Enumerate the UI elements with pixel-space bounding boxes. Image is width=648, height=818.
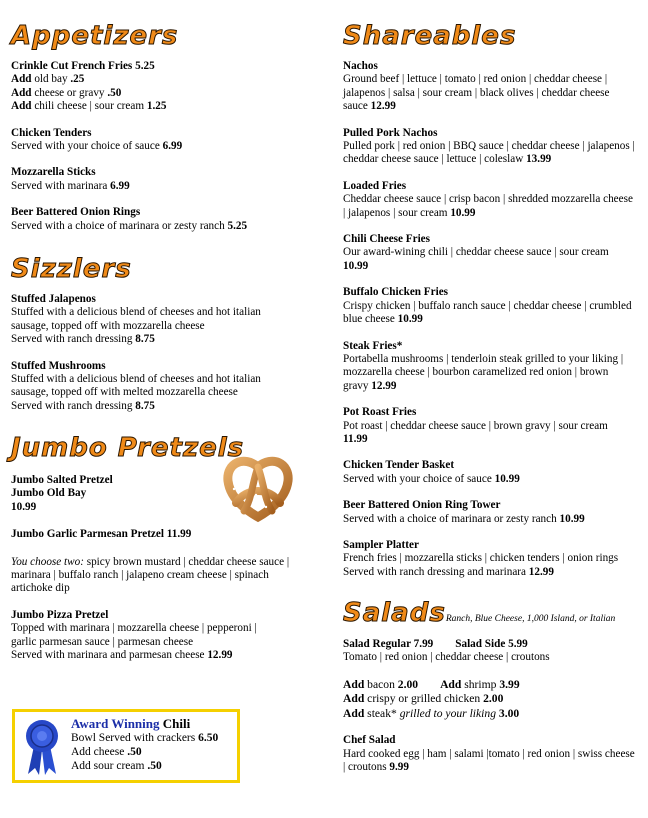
- item-desc-text: Served with your choice of sauce: [343, 472, 495, 485]
- item-desc: [343, 353, 635, 393]
- award-line: [71, 759, 218, 773]
- addon-text: cheese or gravy: [31, 86, 108, 99]
- menu-item-salad: [343, 638, 635, 665]
- salad-addons: [343, 678, 635, 722]
- menu-item-chicken-tenders: [11, 127, 321, 154]
- item-price: 5.25: [227, 219, 248, 232]
- item-name: Chili Cheese Fries: [343, 233, 430, 246]
- addon-text: steak*: [364, 706, 400, 720]
- item-price: 12.99: [528, 565, 554, 578]
- item-name: Stuffed Mushrooms: [11, 359, 106, 372]
- pretzel-icon: [222, 453, 294, 525]
- item-name: Loaded Fries: [343, 179, 407, 192]
- item-desc: [343, 420, 635, 447]
- salad-side-price: 5.99: [508, 638, 528, 650]
- item-desc: [343, 300, 635, 327]
- item-desc: [343, 193, 635, 220]
- addon-text: bacon: [364, 677, 398, 691]
- item-name: Chicken Tenders: [11, 126, 92, 139]
- addon-line: [11, 87, 321, 100]
- menu-item-sampler-platter: [343, 539, 635, 579]
- item-desc-text: Cheddar cheese sauce | crisp bacon | shredded mozzarella cheese | jalapenos | sour cream: [343, 193, 633, 219]
- item-desc: [343, 246, 635, 273]
- addon-line: [343, 678, 635, 693]
- addon-price: 3.99: [499, 677, 520, 691]
- salad-size-row: [343, 638, 635, 651]
- add-word: Add: [343, 706, 365, 720]
- item-price: 11.99: [166, 528, 192, 541]
- item-desc-text: Ground beef | lettuce | tomato | red onion | cheddar cheese | jalapenos | salsa | sour cream | black olives | cheddar cheese sauce: [343, 73, 610, 113]
- item-desc-text: Portabella mushrooms | tenderloin steak grilled to your liking | mozzarella cheese | bourbon caramelized red onion | brown gravy: [343, 352, 624, 392]
- item-desc-text: Served with a choice of marinara or zesty ranch: [343, 512, 560, 525]
- menu-item-onion-ring-tower: [343, 499, 635, 526]
- item-served-text: Served with ranch dressing: [11, 333, 136, 346]
- item-desc-text: Served with a choice of marinara or zesty ranch: [11, 219, 228, 232]
- item-price: 8.75: [135, 333, 155, 346]
- addon-text: crispy or grilled chicken: [364, 692, 484, 706]
- menu-item-stuffed-mushrooms: [11, 360, 279, 414]
- item-name: Buffalo Chicken Fries: [343, 286, 449, 299]
- award-line-text: Bowl Served with crackers: [71, 732, 199, 744]
- addon-price: 2.00: [483, 692, 504, 706]
- addon-text: old bay: [31, 73, 71, 86]
- item-price: 11.99: [343, 432, 368, 445]
- item-served: [11, 333, 279, 346]
- item-served: [11, 400, 279, 413]
- add-word: Add: [11, 86, 32, 99]
- item-name: Nachos: [343, 60, 378, 72]
- item-name: Chef Salad: [343, 734, 396, 747]
- menu-item-chef-salad: [343, 734, 635, 774]
- item-desc: [343, 748, 635, 775]
- add-word: Add: [11, 73, 32, 86]
- award-line: [71, 745, 218, 759]
- item-desc-text: Served with your choice of sauce: [11, 140, 163, 153]
- item-desc: [11, 140, 321, 153]
- award-line-price: .50: [127, 746, 142, 758]
- item-desc-text: Our award-wining chili | cheddar cheese sauce | sour cream: [343, 246, 609, 259]
- item-price: 6.99: [110, 179, 130, 192]
- blue-ribbon-icon: [24, 718, 60, 776]
- item-desc: Topped with marinara | mozzarella cheese | pepperoni | garlic parmesan sauce | parmesan cheese: [11, 622, 257, 648]
- menu-item-nachos: [343, 60, 635, 114]
- menu-item-pulled-pork-nachos: [343, 127, 635, 167]
- appetizers-section: [11, 60, 321, 246]
- addon-price: .25: [70, 73, 85, 86]
- salad-side-name: Salad Side: [455, 638, 509, 650]
- salad-dressings: Ranch, Blue Cheese, 1,000 Island, or Italian: [445, 614, 616, 624]
- item-price: 10.99: [397, 313, 423, 326]
- item-desc: Tomato | red onion | cheddar cheese | croutons: [343, 651, 550, 664]
- item-name: Mozzarella Sticks: [11, 166, 96, 179]
- item-price: 9.99: [389, 761, 409, 774]
- addon-price: .50: [107, 86, 122, 99]
- item-name: Stuffed Jalapenos: [11, 293, 96, 305]
- appetizers-heading: Appetizers: [11, 21, 179, 51]
- salad-regular-name: Salad Regular: [343, 638, 414, 650]
- add-word: Add: [343, 677, 365, 691]
- item-price: 13.99: [526, 153, 552, 166]
- item-desc: Stuffed with a delicious blend of cheeses and hot italian sausage, topped off with mozzarella cheese: [11, 306, 261, 332]
- item-name: Beer Battered Onion Ring Tower: [343, 499, 501, 512]
- menu-item-loaded-fries: [343, 180, 635, 220]
- add-word: Add: [343, 692, 365, 706]
- sizzlers-section: [11, 293, 279, 426]
- award-title-blue: Award Winning: [71, 716, 160, 731]
- award-line-text: Add sour cream: [71, 760, 148, 772]
- item-name: Jumbo Pizza Pretzel: [11, 608, 109, 621]
- item-name: Pot Roast Fries: [343, 406, 417, 419]
- salads-heading-row: [343, 598, 615, 628]
- award-text: [71, 717, 218, 773]
- award-title: [71, 717, 218, 731]
- item-desc: [343, 73, 635, 113]
- item-desc: [343, 552, 635, 579]
- item-price: 10.99: [11, 500, 37, 513]
- salad-regular-price: 7.99: [413, 638, 434, 650]
- item-desc: [343, 473, 635, 486]
- award-title-chili: Chili: [159, 716, 191, 731]
- item-desc: [11, 180, 321, 193]
- addon-line: [343, 692, 635, 707]
- item-name: Beer Battered Onion Rings: [11, 206, 141, 219]
- item-desc-text: Hard cooked egg | ham | salami |tomato | red onion | swiss cheese | croutons: [343, 747, 635, 774]
- addon-price: 2.00: [397, 677, 419, 691]
- award-chili-box: [12, 709, 240, 783]
- award-line-text: Add cheese: [71, 746, 128, 758]
- item-desc: [11, 220, 321, 233]
- addon-text: shrimp: [461, 677, 500, 691]
- addon-line: [11, 100, 321, 113]
- menu-item-fries: [11, 60, 321, 114]
- item-desc: [343, 513, 635, 526]
- item-name: Steak Fries*: [343, 339, 403, 352]
- award-line-price: .50: [147, 760, 162, 772]
- award-line: [71, 731, 218, 745]
- item-price: 10.99: [343, 259, 369, 272]
- item-price: 5.25: [135, 60, 155, 72]
- item-name: Jumbo Salted Pretzel: [11, 474, 113, 486]
- item-desc: [343, 140, 635, 167]
- pretzels-heading: Jumbo Pretzels: [11, 433, 245, 463]
- menu-item-stuffed-jalapenos: [11, 293, 279, 347]
- menu-item-garlic-pretzel: [11, 528, 311, 541]
- item-name: Jumbo Garlic Parmesan Pretzel: [11, 528, 167, 541]
- choose-text: spicy brown mustard | cheddar cheese sauce | marinara | buffalo ranch | jalapeno cream cheese | spinach artichoke dip: [11, 555, 290, 595]
- item-desc-text: French fries | mozzarella sticks | chicken tenders | onion rings Served with ranch dressing and marinara: [343, 552, 619, 578]
- item-price: 12.99: [207, 649, 233, 662]
- addon-line: [11, 73, 321, 86]
- add-word: Add: [11, 100, 32, 113]
- item-price: 10.99: [494, 472, 520, 485]
- item-served-text: Served with ranch dressing: [11, 399, 136, 412]
- item-price: 6.99: [162, 140, 183, 153]
- menu-item-pot-roast-fries: [343, 406, 635, 446]
- item-price: 8.75: [135, 399, 155, 412]
- menu-item-mozzarella-sticks: [11, 166, 321, 193]
- menu-item-chicken-tender-basket: [343, 459, 635, 486]
- choose-label: You choose two:: [11, 555, 84, 568]
- salads-section: [343, 638, 635, 788]
- award-line-price: 6.50: [198, 732, 219, 744]
- add-word: Add: [440, 677, 462, 691]
- menu-item-pizza-pretzel: [11, 609, 281, 663]
- salads-heading: Salads: [343, 598, 446, 628]
- item-price: 12.99: [371, 379, 397, 392]
- item-desc: Stuffed with a delicious blend of cheeses and hot italian sausage, topped off with melted mozzarella cheese: [11, 373, 261, 399]
- addon-note: grilled to your liking: [399, 706, 496, 720]
- shareables-section: [343, 60, 635, 592]
- addon-line: [343, 707, 635, 722]
- item-price: 12.99: [370, 100, 396, 113]
- item-desc-text: Pulled pork | red onion | BBQ sauce | cheddar cheese | jalapenos | cheddar cheese sauce | lettuce | coleslaw: [343, 140, 635, 166]
- menu-item-onion-rings: [11, 206, 321, 233]
- menu-item-steak-fries: [343, 340, 635, 394]
- menu-item-buffalo-chicken-fries: [343, 286, 635, 326]
- item-desc-text: Served with marinara: [11, 179, 111, 192]
- item-price: 10.99: [559, 512, 585, 525]
- addon-price: 1.25: [146, 100, 167, 113]
- item-desc-text: Crispy chicken | buffalo ranch sauce | cheddar cheese | crumbled blue cheese: [343, 299, 632, 326]
- addon-price: 3.00: [498, 706, 520, 720]
- item-price: 10.99: [450, 206, 476, 219]
- addon-text: chili cheese | sour cream: [31, 100, 147, 113]
- sizzlers-heading: Sizzlers: [11, 254, 132, 284]
- item-served: [11, 649, 281, 662]
- item-served-text: Served with marinara and parmesan cheese: [11, 649, 208, 662]
- item-name: Crinkle Cut French Fries: [11, 60, 133, 72]
- item-name: Chicken Tender Basket: [343, 459, 455, 472]
- dip-choices: [11, 556, 306, 596]
- menu-item-chili-cheese-fries: [343, 233, 635, 273]
- item-desc-text: Pot roast | cheddar cheese sauce | brown gravy | sour cream: [343, 419, 608, 432]
- item-name-old-bay: Jumbo Old Bay: [11, 487, 87, 500]
- item-name: Sampler Platter: [343, 538, 419, 551]
- item-name: Pulled Pork Nachos: [343, 126, 438, 139]
- shareables-heading: Shareables: [343, 21, 517, 51]
